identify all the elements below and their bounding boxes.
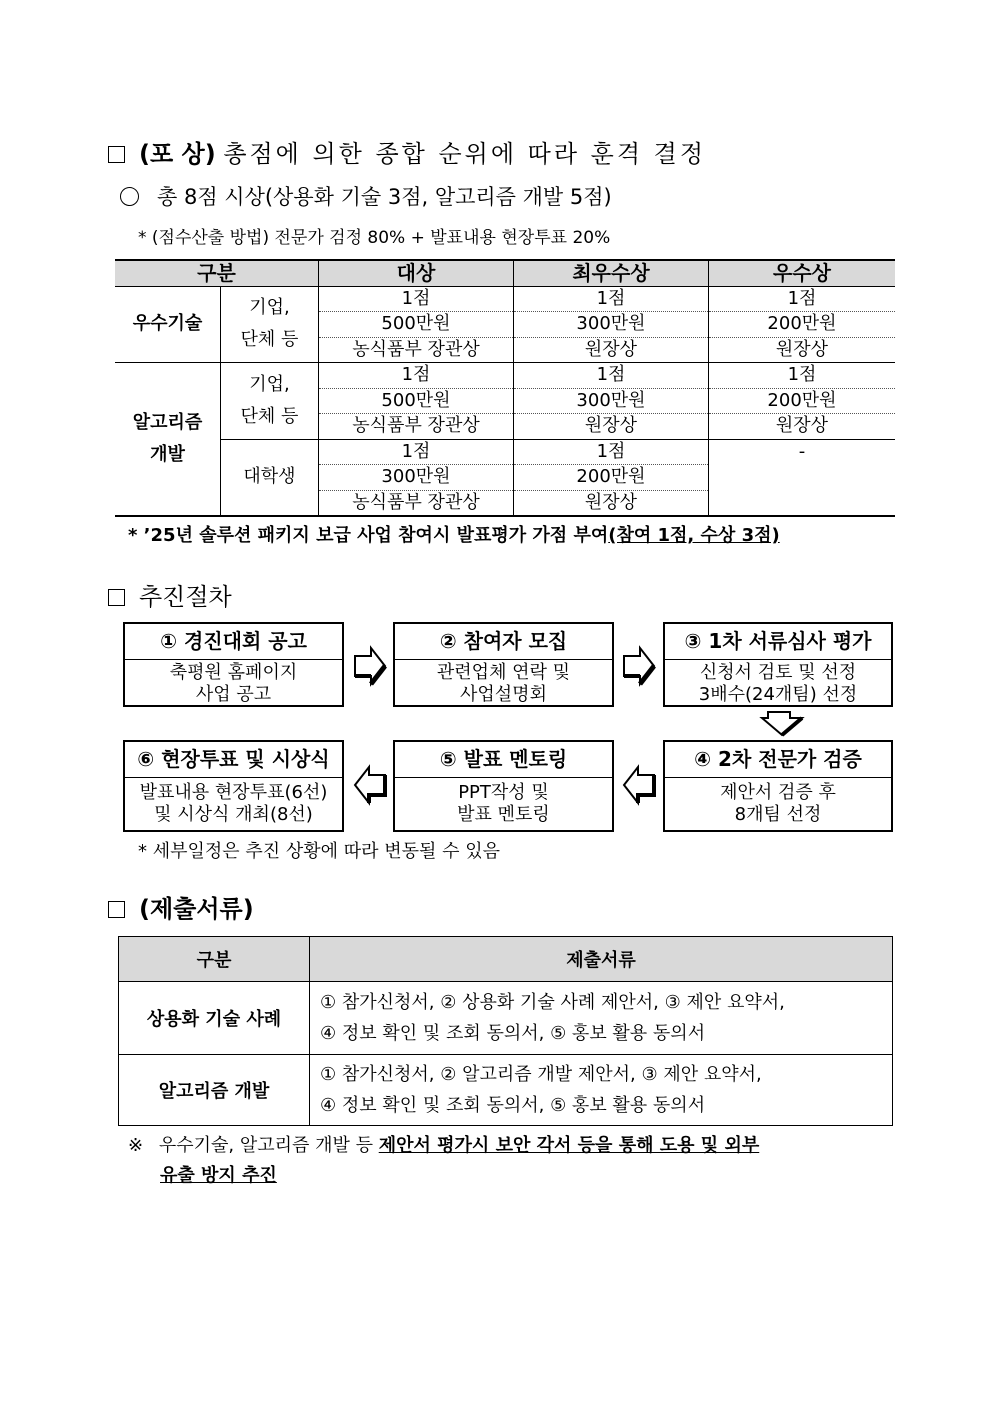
arrow-left-icon [351,763,389,807]
award-heading [108,134,706,169]
cell: 300만원 [319,465,514,491]
docs-heading [108,889,254,924]
cell: 원장상 [514,337,709,363]
step-line: 3배수(24개팀) 선정 [698,684,858,705]
step-title: ④ 2차 전문가 검증 [665,742,891,778]
cell: 농식품부 장관상 [319,337,514,363]
schedule-note: * 세부일정은 추진 상황에 따라 변동될 수 있음 [138,841,501,862]
cell: 1점 [319,363,514,389]
step-title: ⑤ 발표 멘토링 [395,742,612,778]
cell: 1점 [709,286,896,312]
footer-emphasis-2: 유출 방지 추진 [160,1165,277,1186]
cell: 1점 [319,286,514,312]
arrow-down-icon [758,710,806,738]
cell: 원장상 [514,414,709,440]
cell: 원장상 [709,414,896,440]
arrow-right-icon [620,645,658,687]
cell: 500만원 [319,312,514,338]
process-step-4 [663,740,893,832]
cell: 300만원 [514,388,709,414]
cell: 200만원 [709,312,896,338]
award-header-excellence: 최우수상 [514,260,709,286]
process-step-5 [393,740,614,832]
score-method-note: * (점수산출 방법) 전문가 검정 80% + 발표내용 현장투표 20% [138,228,611,248]
cell: 200만원 [709,388,896,414]
docs-row-key: 알고리즘 개발 [119,1055,310,1126]
step-line: 제안서 검증 후 [720,782,836,803]
cell: 1점 [709,363,896,389]
cell: 1점 [514,439,709,465]
category-excellent-tech: 우수기술 [115,286,221,363]
reference-mark: ※ [128,1135,144,1156]
award-header-merit: 우수상 [709,260,896,286]
arrow-right-icon [351,645,389,687]
docs-table [118,936,893,1126]
cell: 1점 [514,363,709,389]
award-header-category: 구분 [115,260,319,286]
step-line: PPT작성 및 [458,782,549,803]
step-line: 사업설명회 [460,684,547,705]
bonus-note-text: * ’25년 솔루션 패키지 보급 사업 참여시 발표평가 가점 부여 [128,525,609,546]
step-title: ② 참여자 모집 [395,624,612,660]
process-step-1 [123,622,344,707]
cell: 1점 [514,286,709,312]
circle-bullet-icon [120,187,139,206]
subcategory-company-2: 기업, 단체 등 [221,363,319,440]
bonus-note-points: (참여 1점, 수상 3점) [608,525,780,546]
award-heading-text: 총점에 의한 종합 순위에 따라 훈격 결정 [223,140,707,168]
docs-row-value: ① 참가신청서, ② 상용화 기술 사례 제안서, ③ 제안 요약서, ④ 정보 확인 및 조회 동의서, ⑤ 홍보 활용 동의서 [310,982,893,1055]
arrow-left-icon [620,763,658,807]
process-heading-text: 추진절차 [139,583,232,611]
docs-row-value: ① 참가신청서, ② 알고리즘 개발 제안서, ③ 제안 요약서, ④ 정보 확인 및 조회 동의서, ⑤ 홍보 활용 동의서 [310,1055,893,1126]
cell: 농식품부 장관상 [319,490,514,516]
step-title: ① 경진대회 공고 [125,624,342,660]
award-sub [120,181,612,211]
step-line: 축평원 홈페이지 [169,662,298,683]
checkbox-square-icon [108,589,125,606]
checkbox-square-icon [108,146,125,163]
category-algorithm: 알고리즘 개발 [115,363,221,517]
cell: 원장상 [514,490,709,516]
process-step-3 [663,622,893,707]
step-title: ⑥ 현장투표 및 시상식 [125,742,342,778]
subcategory-student: 대학생 [221,439,319,516]
subcategory-company-1: 기업, 단체 등 [221,286,319,363]
footer-emphasis: 제안서 평가시 보안 각서 등을 통해 도용 및 외부 [378,1135,760,1156]
step-line: 발표 멘토링 [457,804,550,825]
footer-text: 우수기술, 알고리즘 개발 등 [158,1135,373,1156]
cell: 300만원 [514,312,709,338]
award-table [115,259,895,517]
step-title: ③ 1차 서류심사 평가 [665,624,891,660]
docs-row-key: 상용화 기술 사례 [119,982,310,1055]
step-line: 신청서 검토 및 선정 [699,662,857,683]
award-sub-text: 총 8점 시상(상용화 기술 3점, 알고리즘 개발 5점) [157,185,612,209]
cell: 500만원 [319,388,514,414]
process-step-2 [393,622,614,707]
step-line: 8개팀 선정 [734,804,822,825]
security-footer [128,1131,759,1191]
bonus-note [128,521,780,547]
cell: 1점 [319,439,514,465]
cell: 농식품부 장관상 [319,414,514,440]
process-step-6 [123,740,344,832]
cell: - [709,439,896,516]
docs-header-documents: 제출서류 [310,937,893,982]
docs-header-category: 구분 [119,937,310,982]
step-line: 및 시상식 개최(8선) [154,804,313,825]
award-heading-prefix: (포 상) [139,140,216,168]
award-header-grand: 대상 [319,260,514,286]
step-line: 관련업체 연락 및 [436,662,571,683]
cell: 원장상 [709,337,896,363]
cell: 200만원 [514,465,709,491]
docs-heading-text: (제출서류) [139,895,254,923]
checkbox-square-icon [108,901,125,918]
step-line: 사업 공고 [195,684,272,705]
step-line: 발표내용 현장투표(6선) [139,782,328,803]
process-heading [108,577,232,612]
